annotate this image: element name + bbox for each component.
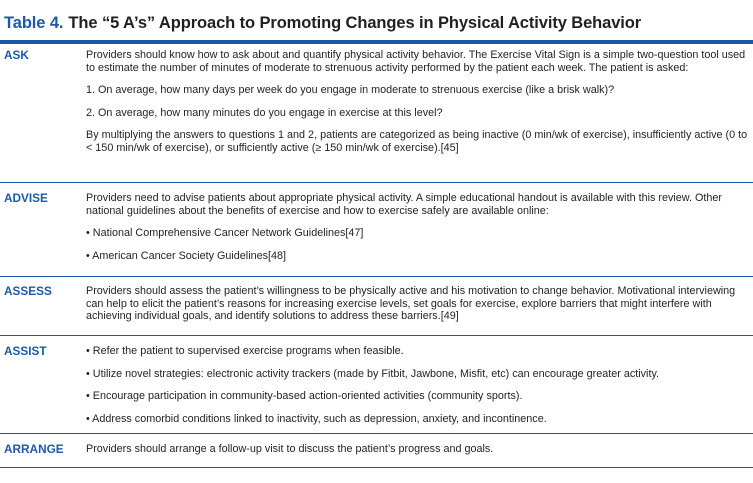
row-divider — [0, 182, 753, 183]
table-number: Table 4. — [4, 14, 64, 32]
assist-bullet-2: • Utilize novel strategies: electronic activity trackers (made by Fitbit, Jawbone, Misfit, etc) can encourage greater activity. — [86, 367, 660, 380]
row-content-arrange — [86, 443, 750, 456]
row-divider — [0, 335, 753, 336]
advise-paragraph: Providers need to advise patients about appropriate physical activity. A simple educational handout is available with this review. Other national guidelines about the benefits of exercise and how to exercise safely are available online: — [86, 192, 722, 217]
arrange-paragraph: Providers should arrange a follow-up visit to discuss the patient’s progress and goals. — [86, 443, 494, 455]
assist-bullet-1: • Refer the patient to supervised exercise programs when feasible. — [86, 345, 404, 357]
ask-question-2: 2. On average, how many minutes do you engage in exercise at this level? — [86, 106, 443, 119]
table-title-text: The “5 A’s” Approach to Promoting Changes in Physical Activity Behavior — [68, 14, 642, 32]
row-content-assist — [86, 345, 750, 425]
table-title — [4, 14, 641, 36]
ask-question-1: 1. On average, how many days per week do you engage in moderate to strenuous exercise (like a brisk walk)? — [86, 84, 615, 96]
row-content-advise — [86, 192, 750, 262]
advise-bullet-nccn: • National Comprehensive Cancer Network Guidelines[47] — [86, 227, 364, 239]
row-content-ask — [86, 49, 750, 154]
row-divider — [0, 433, 753, 434]
top-rule — [0, 40, 753, 44]
assess-paragraph: Providers should assess the patient’s willingness to be physically active and his motivation to change behavior. Motivational interviewing can help to elicit the patient’s reasons for increasing exercise levels, set goals for exercise, explore barriers that might interfere with achieving individual goals, and identify solutions to address these barriers.[49] — [86, 285, 736, 322]
row-content-assess — [86, 285, 750, 323]
row-label-ask: ASK — [4, 48, 29, 62]
row-label-assess: ASSESS — [4, 284, 52, 298]
assist-bullet-3: • Encourage participation in community-based action-oriented activities (community sports). — [86, 390, 523, 402]
ask-paragraph-2: By multiplying the answers to questions 1 and 2, patients are categorized as being inactive (0 min/wk of exercise), insufficiently active (0 to < 150 min/wk of exercise), or sufficiently active (≥ 150 min/wk of exercise).[45] — [86, 129, 748, 154]
row-label-arrange: ARRANGE — [4, 442, 64, 456]
row-label-assist: ASSIST — [4, 344, 47, 358]
bottom-rule — [0, 467, 753, 468]
row-divider — [0, 276, 753, 277]
ask-paragraph-1: Providers should know how to ask about and quantify physical activity behavior. The Exercise Vital Sign is a simple two-question tool used to estimate the number of minutes of moderate to strenuous activity performed by the patient each week. The patient is asked: — [86, 49, 746, 74]
assist-bullet-4: • Address comorbid conditions linked to inactivity, such as depression, anxiety, and incontinence. — [86, 412, 547, 425]
row-label-advise: ADVISE — [4, 191, 48, 205]
advise-bullet-acs: • American Cancer Society Guidelines[48] — [86, 249, 287, 262]
